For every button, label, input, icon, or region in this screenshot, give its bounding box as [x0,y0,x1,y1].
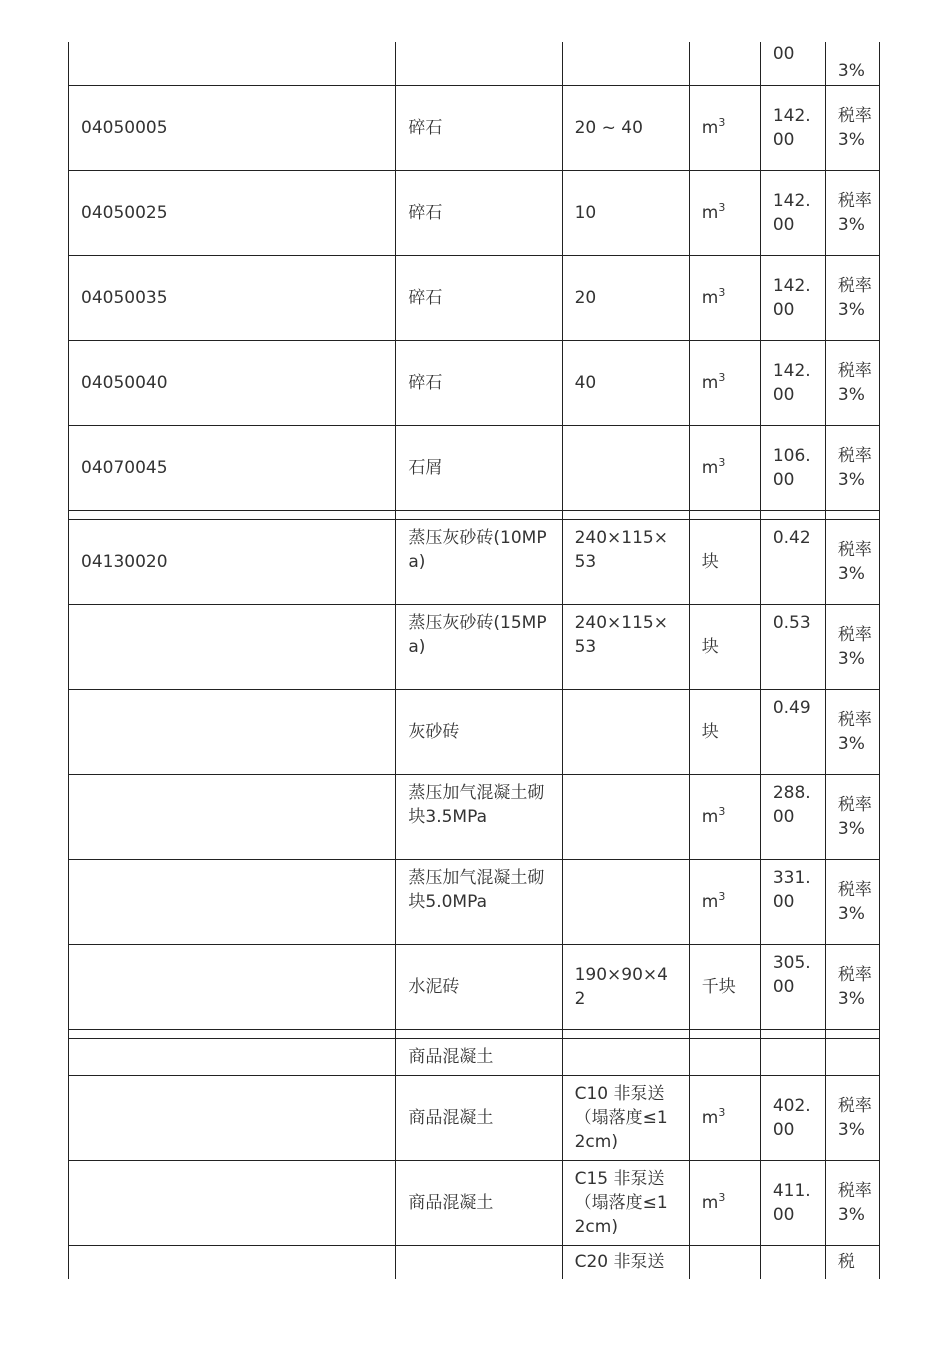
price-cell: 142.00 [760,340,825,425]
unit-cell [689,1038,760,1075]
spec-cell: 10 [562,170,689,255]
spec-cell: C10 非泵送（塌落度≤12cm) [562,1075,689,1160]
price-cell [760,1245,825,1279]
unit-base: m [701,202,719,223]
code-cell [69,944,396,1029]
unit-superscript: 3 [718,889,726,903]
name-cell: 蒸压加气混凝土砌块5.0MPa [396,859,562,944]
code-cell: 04050005 [69,85,396,170]
table-group-header-row [69,1038,880,1075]
table-row [69,85,880,170]
price-cell: 411.00 [760,1160,825,1245]
spec-cell [562,859,689,944]
unit-superscript: 3 [718,285,726,299]
code-cell [69,604,396,689]
spec-cell [562,425,689,510]
name-cell: 碎石 [396,255,562,340]
code-cell: 04050040 [69,340,396,425]
price-cell: 402.00 [760,1075,825,1160]
name-cell: 蒸压加气混凝土砌块3.5MPa [396,774,562,859]
tax-cell: 税率3% [825,170,879,255]
price-cell: 0.42 [760,519,825,604]
spec-cell: C15 非泵送（塌落度≤12cm) [562,1160,689,1245]
code-cell: 04130020 [69,519,396,604]
price-cell: 142.00 [760,85,825,170]
price-cell: 288.00 [760,774,825,859]
name-cell: 蒸压灰砂砖(15MPa) [396,604,562,689]
table-row [69,519,880,604]
price-cell: 142.00 [760,255,825,340]
tax-cell: 税率3% [825,519,879,604]
tax-cell: 税率3% [825,1160,879,1245]
unit-cell [689,85,760,170]
unit-superscript: 3 [718,804,726,818]
unit-cell [689,944,760,1029]
unit-superscript: 3 [718,1190,726,1204]
code-cell: 04050025 [69,170,396,255]
unit-cell [689,604,760,689]
table-row-partial [69,1245,880,1279]
unit-base: 千块 [701,976,736,997]
code-cell: 04070045 [69,425,396,510]
spec-cell [562,1038,689,1075]
code-cell: 04050035 [69,255,396,340]
price-cell: 305.00 [760,944,825,1029]
spec-cell: C20 非泵送 [562,1245,689,1279]
price-cell: 331.00 [760,859,825,944]
tax-cell: 税率3% [825,944,879,1029]
name-cell: 碎石 [396,85,562,170]
table-row [69,1075,880,1160]
table-row-continuation [69,42,880,85]
unit-cell [689,774,760,859]
spec-cell [562,774,689,859]
table-row [69,340,880,425]
code-cell [69,1038,396,1075]
code-cell [69,774,396,859]
tax-cell: 税率3% [825,1075,879,1160]
unit-cell [689,859,760,944]
name-cell [396,42,562,85]
unit-cell [689,425,760,510]
unit-base: 块 [701,721,719,742]
unit-base: m [701,117,719,138]
unit-base: 块 [701,551,719,572]
name-cell [396,1245,562,1279]
name-cell: 商品混凝土 [396,1160,562,1245]
unit-base: m [701,806,719,827]
spec-cell: 240×115×53 [562,519,689,604]
name-cell: 碎石 [396,170,562,255]
table-row [69,774,880,859]
price-cell: 0.53 [760,604,825,689]
table-row [69,255,880,340]
unit-cell [689,1075,760,1160]
unit-cell [689,42,760,85]
unit-base: m [701,457,719,478]
spec-cell: 20 ~ 40 [562,85,689,170]
name-cell: 商品混凝土 [396,1075,562,1160]
tax-cell: 税率3% [825,255,879,340]
table-gap-row [69,1029,880,1038]
tax-cell: 税率3% [825,689,879,774]
spec-cell: 20 [562,255,689,340]
tax-cell: 税率3% [825,340,879,425]
unit-superscript: 3 [718,1105,726,1119]
unit-cell [689,689,760,774]
name-cell: 商品混凝土 [396,1038,562,1075]
unit-cell [689,1160,760,1245]
price-table [68,42,880,1279]
name-cell: 石屑 [396,425,562,510]
name-cell: 碎石 [396,340,562,425]
unit-base: m [701,372,719,393]
unit-base: m [701,891,719,912]
unit-superscript: 3 [718,370,726,384]
unit-base: m [701,1107,719,1128]
tax-cell: 税率3% [825,85,879,170]
table-gap-row [69,510,880,519]
spec-cell: 190×90×42 [562,944,689,1029]
code-cell [69,689,396,774]
tax-cell: 税率3% [825,604,879,689]
unit-cell [689,519,760,604]
code-cell [69,1245,396,1279]
price-cell: 142.00 [760,170,825,255]
spec-cell: 40 [562,340,689,425]
price-cell: 00 [760,42,825,85]
spec-cell [562,42,689,85]
table-row [69,689,880,774]
tax-cell: 3% [825,42,879,85]
price-cell: 0.49 [760,689,825,774]
unit-base: 块 [701,636,719,657]
tax-cell: 税率3% [825,774,879,859]
code-cell [69,42,396,85]
code-cell [69,859,396,944]
tax-cell: 税 [825,1245,879,1279]
unit-cell [689,340,760,425]
name-cell: 水泥砖 [396,944,562,1029]
unit-superscript: 3 [718,115,726,129]
spec-cell: 240×115×53 [562,604,689,689]
table-row [69,944,880,1029]
table-row [69,170,880,255]
unit-base: m [701,1192,719,1213]
unit-superscript: 3 [718,200,726,214]
unit-cell [689,1245,760,1279]
price-cell: 106.00 [760,425,825,510]
unit-cell [689,255,760,340]
tax-cell: 税率3% [825,859,879,944]
spec-cell [562,689,689,774]
table-row [69,1160,880,1245]
unit-superscript: 3 [718,455,726,469]
table-row [69,425,880,510]
price-cell [760,1038,825,1075]
name-cell: 蒸压灰砂砖(10MPa) [396,519,562,604]
name-cell: 灰砂砖 [396,689,562,774]
unit-base: m [701,287,719,308]
tax-cell [825,1038,879,1075]
code-cell [69,1075,396,1160]
unit-cell [689,170,760,255]
table-row [69,604,880,689]
tax-cell: 税率3% [825,425,879,510]
table-row [69,859,880,944]
code-cell [69,1160,396,1245]
